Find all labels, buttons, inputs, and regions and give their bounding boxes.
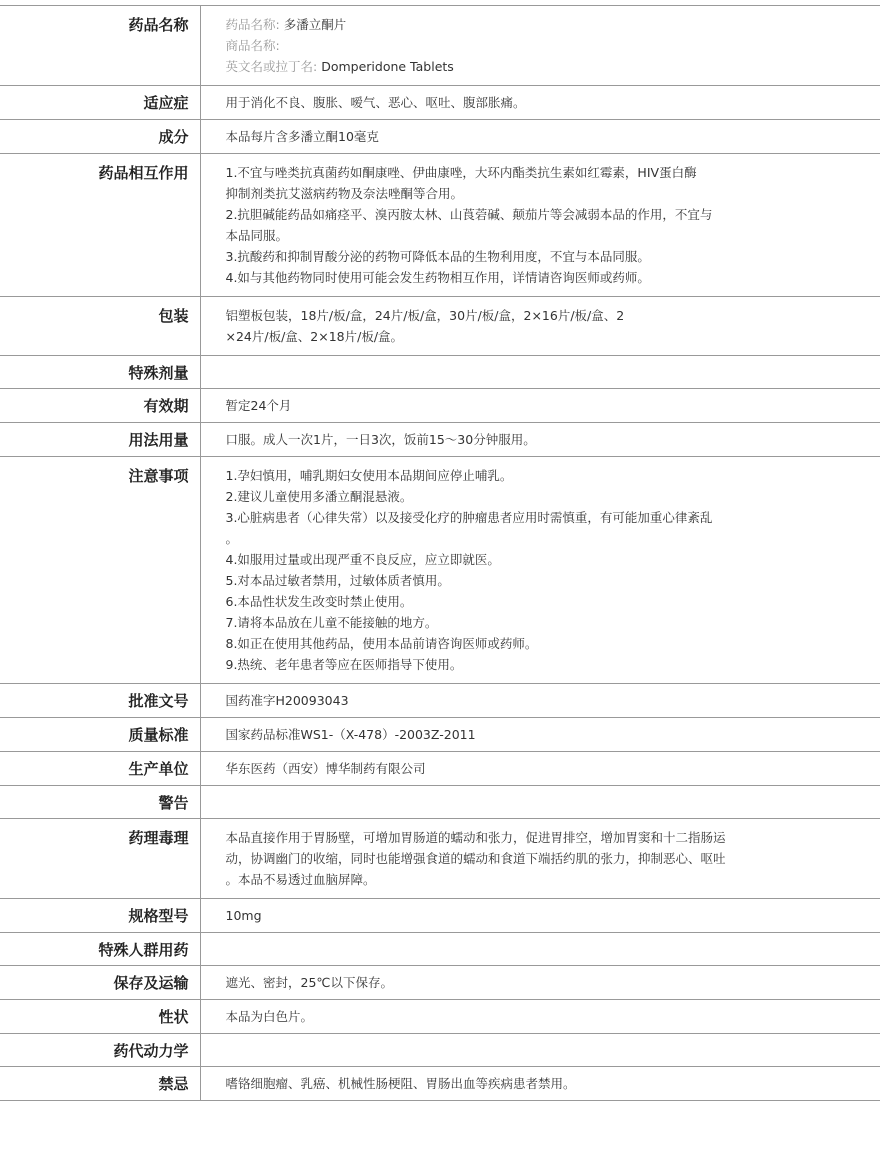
spec-value-line: 3.心脏病患者（心律失常）以及接受化疗的肿瘤患者应用时需慎重，有可能加重心律紊乱: [225, 510, 713, 525]
spec-value-line: 7.请将本品放在儿童不能接触的地方。: [225, 615, 438, 630]
spec-label: 批准文号: [0, 684, 200, 718]
empty-value: [226, 792, 873, 812]
spec-value-line: 。本品不易透过血脑屏障。: [225, 872, 376, 887]
spec-value-line: 2.建议儿童使用多潘立酮混悬液。: [225, 489, 413, 504]
drug-spec-table: [0, 5, 880, 1101]
spec-value: [200, 389, 880, 423]
spec-row: [0, 718, 880, 752]
spec-row: [0, 1067, 880, 1101]
spec-value: [200, 356, 880, 389]
spec-value-line: 10mg: [225, 908, 262, 923]
empty-value: [226, 362, 873, 382]
spec-row: [0, 423, 880, 457]
generic-name-key: 药品名称:: [225, 17, 280, 32]
spec-value: [200, 786, 880, 819]
spec-value-line: 国家药品标准WS1-（X-478）-2003Z-2011: [225, 727, 476, 742]
spec-value: [200, 752, 880, 786]
spec-value: [200, 684, 880, 718]
spec-label: 特殊人群用药: [0, 933, 200, 966]
spec-label: 药代动力学: [0, 1034, 200, 1067]
english-name-line: [226, 56, 873, 77]
spec-label: 警告: [0, 786, 200, 819]
spec-value-line: 动，协调幽门的收缩，同时也能增强食道的蠕动和食道下端括约肌的张力，抑制恶心、呕吐: [225, 851, 726, 866]
spec-label: 注意事项: [0, 457, 200, 684]
spec-row: [0, 819, 880, 899]
spec-label: 性状: [0, 1000, 200, 1034]
spec-value: [200, 899, 880, 933]
spec-value: [200, 1034, 880, 1067]
empty-value: [226, 1040, 873, 1060]
spec-value: [200, 423, 880, 457]
spec-label: 特殊剂量: [0, 356, 200, 389]
spec-value-line: 。: [225, 531, 239, 546]
spec-value: [200, 819, 880, 899]
spec-value-line: 国药准字H20093043: [225, 693, 349, 708]
spec-label: 质量标准: [0, 718, 200, 752]
spec-row: [0, 297, 880, 356]
spec-value-line: 本品直接作用于胃肠壁，可增加胃肠道的蠕动和张力，促进胃排空，增加胃窦和十二指肠运: [225, 830, 726, 845]
spec-label: 适应症: [0, 86, 200, 120]
spec-value: [200, 120, 880, 154]
spec-row: [0, 933, 880, 966]
spec-value-line: 4.如与其他药物同时使用可能会发生药物相互作用，详情请咨询医师或药师。: [225, 270, 650, 285]
spec-value-line: 9.热统、老年患者等应在医师指导下使用。: [225, 657, 463, 672]
spec-label: 禁忌: [0, 1067, 200, 1101]
spec-value-line: 本品为白色片。: [225, 1009, 314, 1024]
spec-row: [0, 966, 880, 1000]
spec-value-line: 口服。成人一次1片，一日3次，饭前15～30分钟服用。: [225, 432, 536, 447]
spec-value-line: 5.对本品过敏者禁用，过敏体质者慎用。: [225, 573, 450, 588]
spec-value-line: 铝塑板包装，18片/板/盒，24片/板/盒，30片/板/盒，2×16片/板/盒、2: [225, 308, 625, 323]
spec-row: [0, 752, 880, 786]
spec-label: 保存及运输: [0, 966, 200, 1000]
spec-row: [0, 86, 880, 120]
spec-value-line: 6.本品性状发生改变时禁止使用。: [225, 594, 413, 609]
spec-label: 包装: [0, 297, 200, 356]
spec-value-line: 1.不宜与唑类抗真菌药如酮康唑、伊曲康唑，大环内酯类抗生素如红霉素，HIV蛋白酶: [225, 165, 697, 180]
spec-value-line: 1.孕妇慎用，哺乳期妇女使用本品期间应停止哺乳。: [225, 468, 513, 483]
spec-row: [0, 899, 880, 933]
spec-value: [200, 297, 880, 356]
spec-value-line: 8.如正在使用其他药品，使用本品前请咨询医师或药师。: [225, 636, 538, 651]
spec-value: [200, 966, 880, 1000]
spec-value-line: ×24片/板/盒、2×18片/板/盒。: [225, 329, 404, 344]
spec-row: [0, 1000, 880, 1034]
empty-value: [226, 939, 873, 959]
spec-row: [0, 1034, 880, 1067]
spec-value: [200, 1067, 880, 1101]
spec-value: [200, 86, 880, 120]
spec-label: 规格型号: [0, 899, 200, 933]
trade-name-line: [226, 35, 873, 56]
spec-row: [0, 389, 880, 423]
spec-row: [0, 786, 880, 819]
spec-value: [200, 718, 880, 752]
drug-spec-body: [0, 6, 880, 1101]
english-name-key: 英文名或拉丁名:: [225, 59, 318, 74]
spec-label: 成分: [0, 120, 200, 154]
spec-value-line: 4.如服用过量或出现严重不良反应，应立即就医。: [225, 552, 500, 567]
spec-row: [0, 120, 880, 154]
spec-value-line: 嗜铬细胞瘤、乳癌、机械性肠梗阻、胃肠出血等疾病患者禁用。: [225, 1076, 576, 1091]
spec-value-line: 用于消化不良、腹胀、嗳气、恶心、呕吐、腹部胀痛。: [225, 95, 526, 110]
drug-name-label: 药品名称: [0, 6, 200, 86]
spec-row: [0, 684, 880, 718]
spec-value: [200, 933, 880, 966]
drug-name-values: [200, 6, 880, 86]
spec-value-line: 抑制剂类抗艾滋病药物及奈法唑酮等合用。: [225, 186, 464, 201]
spec-value: [200, 457, 880, 684]
spec-row: [0, 154, 880, 297]
spec-label: 生产单位: [0, 752, 200, 786]
generic-name-line: [226, 14, 873, 35]
spec-value-line: 2.抗胆碱能药品如痛痉平、溴丙胺太林、山莨菪碱、颠茄片等会减弱本品的作用，不宜与: [225, 207, 713, 222]
generic-name-value: 多潘立酮片: [283, 17, 347, 32]
english-name-value: Domperidone Tablets: [321, 59, 454, 74]
spec-value-line: 遮光、密封，25℃以下保存。: [225, 975, 393, 990]
spec-label: 药品相互作用: [0, 154, 200, 297]
spec-value: [200, 154, 880, 297]
spec-label: 有效期: [0, 389, 200, 423]
trade-name-key: 商品名称:: [225, 38, 280, 53]
drug-name-row: [0, 6, 880, 86]
spec-value-line: 本品每片含多潘立酮10毫克: [225, 129, 379, 144]
spec-value-line: 暂定24个月: [225, 398, 292, 413]
spec-label: 药理毒理: [0, 819, 200, 899]
spec-value-line: 华东医药（西安）博华制药有限公司: [225, 761, 426, 776]
spec-value-line: 3.抗酸药和抑制胃酸分泌的药物可降低本品的生物利用度，不宜与本品同服。: [225, 249, 650, 264]
spec-label: 用法用量: [0, 423, 200, 457]
spec-row: [0, 356, 880, 389]
spec-row: [0, 457, 880, 684]
spec-value-line: 本品同服。: [225, 228, 289, 243]
spec-value: [200, 1000, 880, 1034]
